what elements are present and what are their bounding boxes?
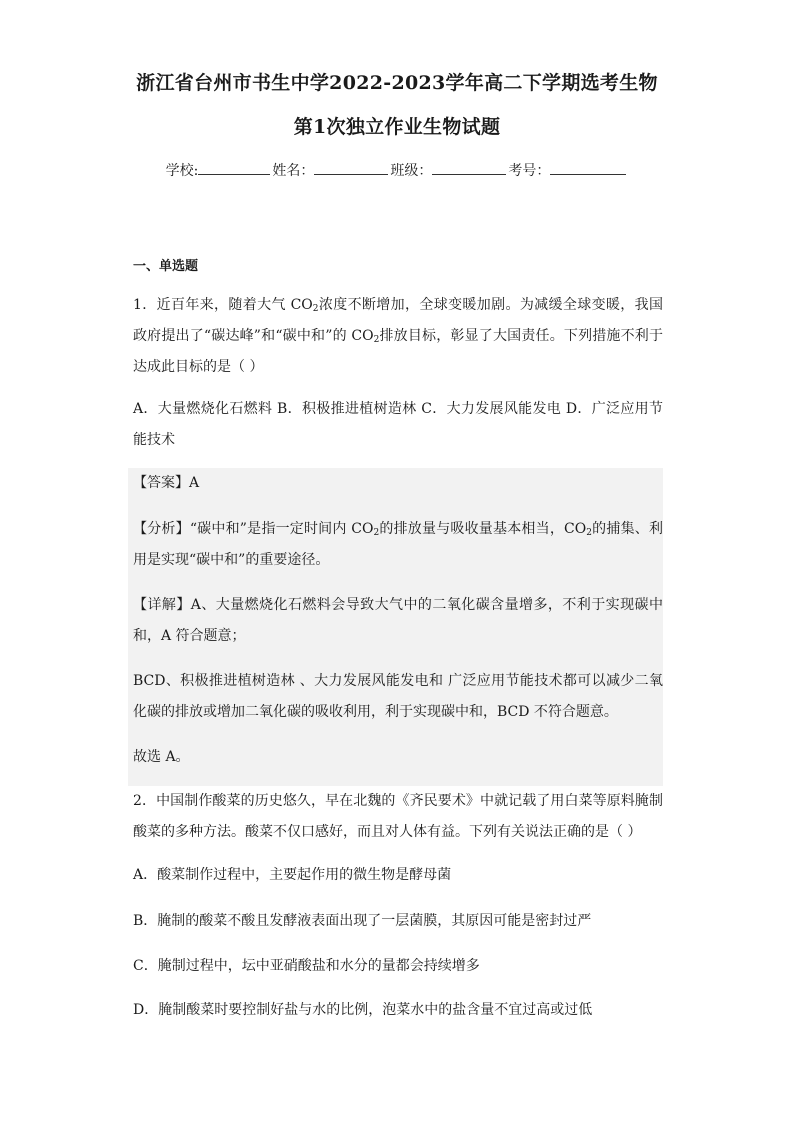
question-1-options: A．大量燃烧化石燃料 B．积极推进植树造林 C．大力发展风能发电 D．广泛应用节能技术 xyxy=(133,401,663,448)
analysis-paragraph: 【分析】“碳中和”是指一定时间内 $CO_2$的排放量与吸收量基本相当，$CO_2$的捕集、利用是实现“碳中和”的重要途径。 xyxy=(133,521,663,568)
class-blank[interactable] xyxy=(432,160,506,175)
school-blank[interactable] xyxy=(198,160,270,175)
document-title-line2: 第1次独立作业生物试题 xyxy=(293,116,501,138)
number-label: 考号： xyxy=(508,163,551,179)
student-info-row xyxy=(0,160,794,180)
class-label: 班级： xyxy=(390,163,433,179)
bcd-explanation: BCD、积极推进植树造林 、大力发展风能发电和 广泛应用节能技术都可以减少二氧化碳的排放或增加二氧化碳的吸收利用，利于实现碳中和，BCD 不符合题意。 xyxy=(133,673,663,720)
detail-paragraph: 【详解】A、大量燃烧化石燃料会导致大气中的二氧化碳含量增多，不利于实现碳中和，A 符合题意； xyxy=(133,597,663,644)
section-heading: 一、单选题 xyxy=(133,259,199,274)
document-title-line1: 浙江省台州市书生中学2022-2023学年高二下学期选考生物 xyxy=(136,72,658,94)
question-2-option-b: B．腌制的酸菜不酸且发酵液表面出现了一层菌膜，其原因可能是密封过严 xyxy=(133,913,592,929)
school-label: 学校: xyxy=(165,163,199,179)
question-2-stem: 2．中国制作酸菜的历史悠久，早在北魏的《齐民要术》中就记载了用白菜等原料腌制酸菜的多种方法。酸菜不仅口感好，而且对人体有益。下列有关说法正确的是（ ） xyxy=(133,793,663,840)
name-label: 姓名： xyxy=(272,163,315,179)
name-blank[interactable] xyxy=(314,160,388,175)
selection-line: 故选 A。 xyxy=(133,749,190,765)
question-1-stem: 1．近百年来，随着大气 $CO_2$浓度不断增加，全球变暖加剧。为减缓全球变暖，我国政府提出了“碳达峰”和“碳中和”的 $CO_2$排放目标，彰显了大国责任。下列措施不利于达成此目标的是（ ） xyxy=(133,297,664,375)
question-2-option-c: C．腌制过程中，坛中亚硝酸盐和水分的量都会持续增多 xyxy=(133,958,480,974)
question-2-option-a: A．酸菜制作过程中，主要起作用的微生物是酵母菌 xyxy=(133,867,452,883)
answer-line: 【答案】A xyxy=(133,475,200,491)
number-blank[interactable] xyxy=(550,160,626,175)
question-2-option-d: D．腌制酸菜时要控制好盐与水的比例，泡菜水中的盐含量不宜过高或过低 xyxy=(133,1002,593,1018)
